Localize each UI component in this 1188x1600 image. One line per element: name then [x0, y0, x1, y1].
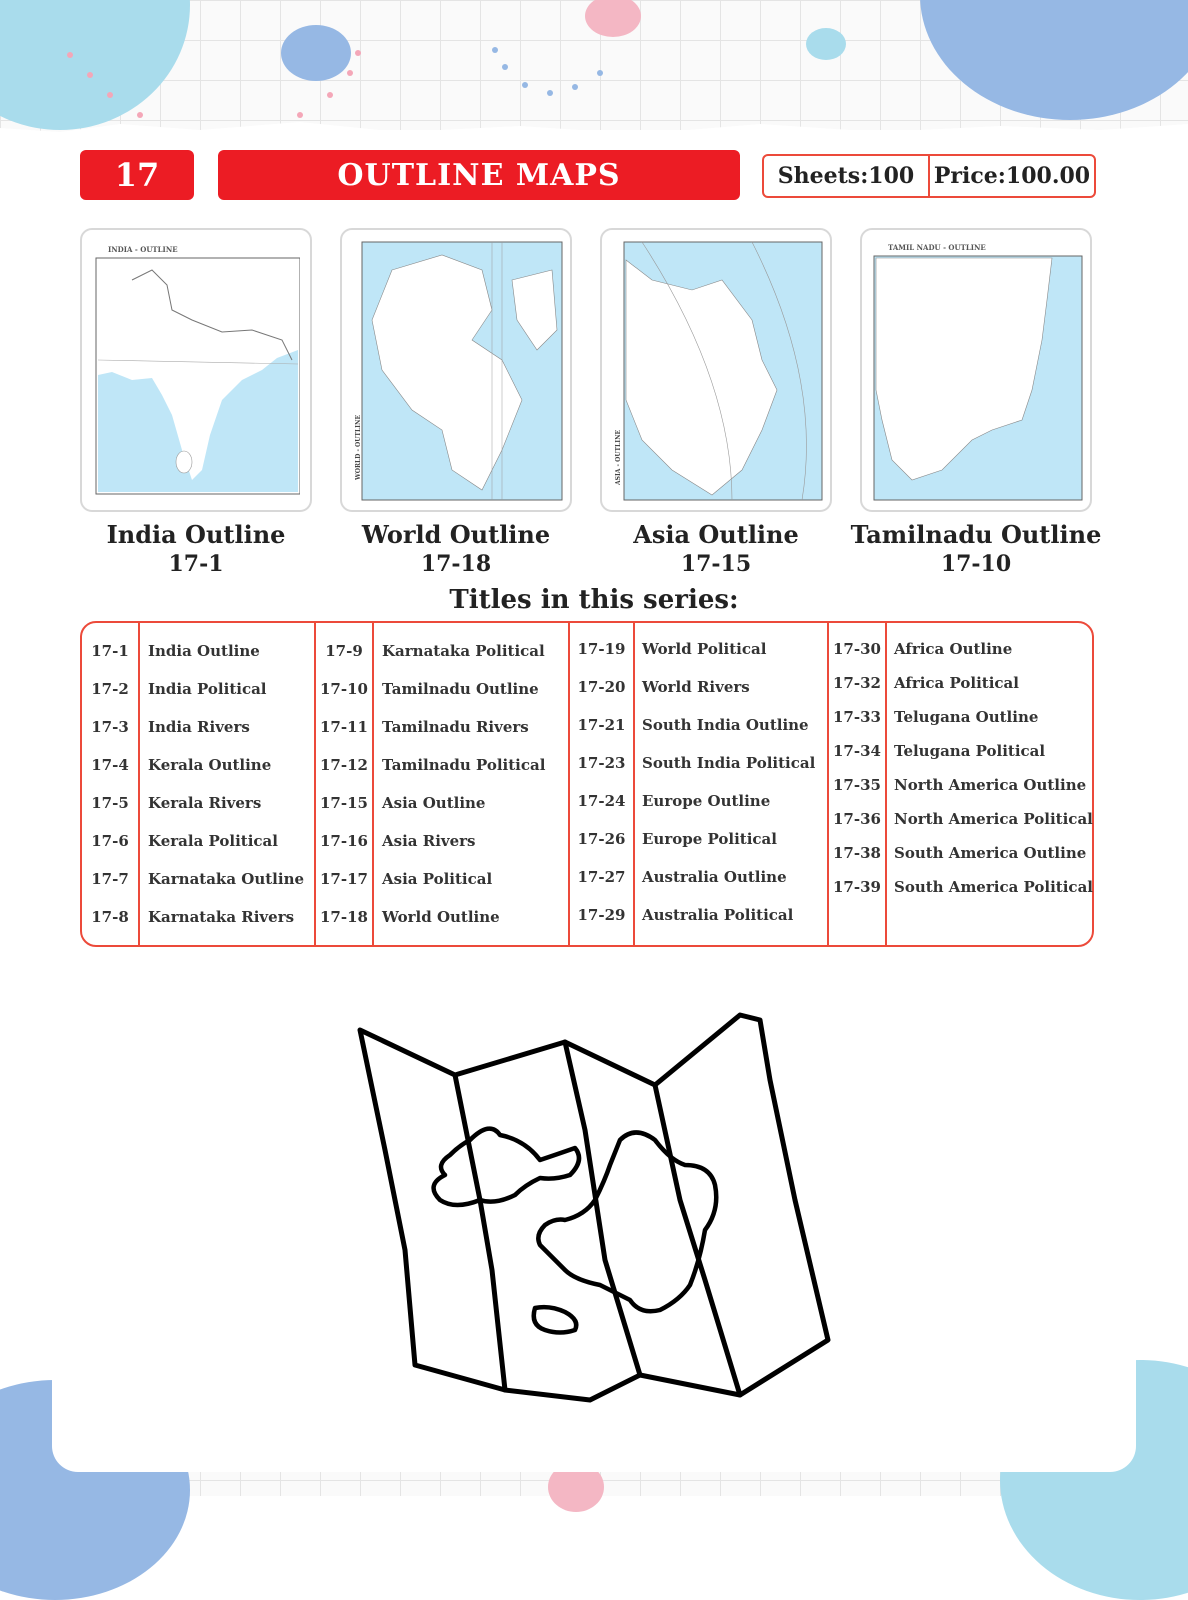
caption-asia-outline	[586, 520, 846, 578]
world-map-thumbnail	[352, 240, 564, 502]
column-divider	[372, 623, 374, 945]
series-code: 17-4	[91, 756, 129, 774]
column-divider	[568, 623, 570, 945]
featured-name: Tamilnadu Outline	[850, 520, 1102, 549]
series-title-item: World Outline	[382, 908, 500, 926]
series-title-item: Africa Outline	[894, 640, 1013, 658]
series-title-item: India Rivers	[148, 718, 250, 736]
series-code: 17-11	[320, 718, 368, 736]
series-title-item: Kerala Rivers	[148, 794, 262, 812]
series-title-item: Europe Political	[642, 830, 777, 848]
series-title-item: North America Political	[894, 810, 1093, 828]
column-divider	[633, 623, 635, 945]
series-code: 17-23	[577, 754, 626, 772]
series-title-item: Europe Outline	[642, 792, 771, 810]
series-title-item: Tamilnadu Rivers	[382, 718, 529, 736]
series-code: 17-27	[577, 868, 626, 886]
series-title-item: Kerala Outline	[148, 756, 272, 774]
thumb-tamilnadu-outline[interactable]	[860, 228, 1092, 512]
series-title-item: Telugana Political	[894, 742, 1046, 760]
series-code: 17-38	[833, 844, 881, 862]
featured-name: India Outline	[106, 520, 286, 549]
thumb-world-outline[interactable]	[340, 228, 572, 512]
thumb-india-outline[interactable]	[80, 228, 312, 512]
section-title-banner: OUTLINE MAPS	[218, 150, 740, 200]
series-title-item: South India Outline	[642, 716, 809, 734]
series-code: 17-39	[833, 878, 881, 896]
asia-map-label: ASIA - OUTLINE	[615, 429, 622, 485]
series-code: 17-16	[320, 832, 368, 850]
caption-tamilnadu-outline	[846, 520, 1106, 578]
series-table	[80, 621, 1094, 947]
series-code: 17-15	[320, 794, 368, 812]
series-code: 17-18	[320, 908, 368, 926]
tamilnadu-map-label: TAMIL NADU - OUTLINE	[888, 243, 986, 252]
series-title-item: Asia Outline	[382, 794, 486, 812]
series-code: 17-12	[320, 756, 368, 774]
series-code: 17-34	[833, 742, 881, 760]
series-title: Titles in this series:	[449, 585, 739, 615]
series-title-item: Australia Political	[642, 906, 794, 924]
series-code: 17-21	[577, 716, 626, 734]
series-title-item: World Rivers	[642, 678, 750, 696]
caption-world-outline	[326, 520, 586, 578]
series-title-item: Kerala Political	[148, 832, 278, 850]
series-title-item: Karnataka Political	[382, 642, 545, 660]
featured-code: 17-15	[680, 551, 752, 577]
torn-paper-edge	[0, 110, 1188, 150]
series-code: 17-19	[577, 640, 626, 658]
series-code: 17-2	[91, 680, 129, 698]
series-title-item: India Outline	[148, 642, 260, 660]
tamilnadu-map-thumbnail	[872, 240, 1084, 502]
thumb-asia-outline[interactable]	[600, 228, 832, 512]
series-code: 17-20	[577, 678, 626, 696]
series-code: 17-17	[320, 870, 368, 888]
series-title-item: Tamilnadu Outline	[382, 680, 539, 698]
series-code: 17-35	[833, 776, 881, 794]
column-divider	[138, 623, 140, 945]
caption-india-outline	[66, 520, 326, 578]
series-title-item: South America Outline	[894, 844, 1087, 862]
folded-map-icon	[340, 1000, 840, 1420]
india-map-thumbnail	[92, 240, 300, 502]
featured-name: World Outline	[361, 520, 551, 549]
series-code: 17-5	[91, 794, 129, 812]
series-code: 17-6	[91, 832, 129, 850]
series-title-item: South America Political	[894, 878, 1093, 896]
sheets-price-box	[762, 154, 1096, 198]
series-title-item: Karnataka Rivers	[148, 908, 295, 926]
series-code: 17-8	[91, 908, 129, 926]
series-code: 17-3	[91, 718, 129, 736]
series-title-item: Tamilnadu Political	[382, 756, 546, 774]
series-title-item: Australia Outline	[642, 868, 787, 886]
world-map-label: WORLD - OUTLINE	[355, 414, 362, 480]
series-code: 17-26	[577, 830, 626, 848]
section-number-badge: 17	[80, 150, 194, 200]
series-code: 17-30	[833, 640, 881, 658]
series-title-item: India Political	[148, 680, 267, 698]
series-title-item: Africa Political	[894, 674, 1019, 692]
column-divider	[314, 623, 316, 945]
series-code: 17-10	[320, 680, 368, 698]
sheets-count: Sheets:100	[777, 163, 915, 189]
featured-code: 17-1	[168, 551, 224, 577]
series-title-item: Telugana Outline	[894, 708, 1039, 726]
dotted-trail-decoration	[0, 0, 1188, 120]
asia-map-thumbnail	[612, 240, 824, 502]
series-title-item: World Political	[642, 640, 767, 658]
featured-code: 17-18	[420, 551, 492, 577]
series-code: 17-7	[91, 870, 129, 888]
series-code: 17-33	[833, 708, 881, 726]
series-title-item: Asia Rivers	[382, 832, 476, 850]
series-code: 17-36	[833, 810, 881, 828]
featured-code: 17-10	[940, 551, 1012, 577]
india-map-label: INDIA - OUTLINE	[108, 245, 178, 254]
series-title-item: Karnataka Outline	[148, 870, 305, 888]
series-code: 17-24	[577, 792, 626, 810]
price-value: Price:100.00	[928, 156, 1094, 196]
column-divider	[885, 623, 887, 945]
series-title-item: North America Outline	[894, 776, 1087, 794]
series-code: 17-29	[577, 906, 626, 924]
featured-name: Asia Outline	[633, 520, 799, 549]
series-code: 17-9	[325, 642, 363, 660]
series-code: 17-1	[91, 642, 129, 660]
series-title-item: Asia Political	[382, 870, 493, 888]
series-code: 17-32	[833, 674, 881, 692]
series-title-item: South India Political	[642, 754, 816, 772]
